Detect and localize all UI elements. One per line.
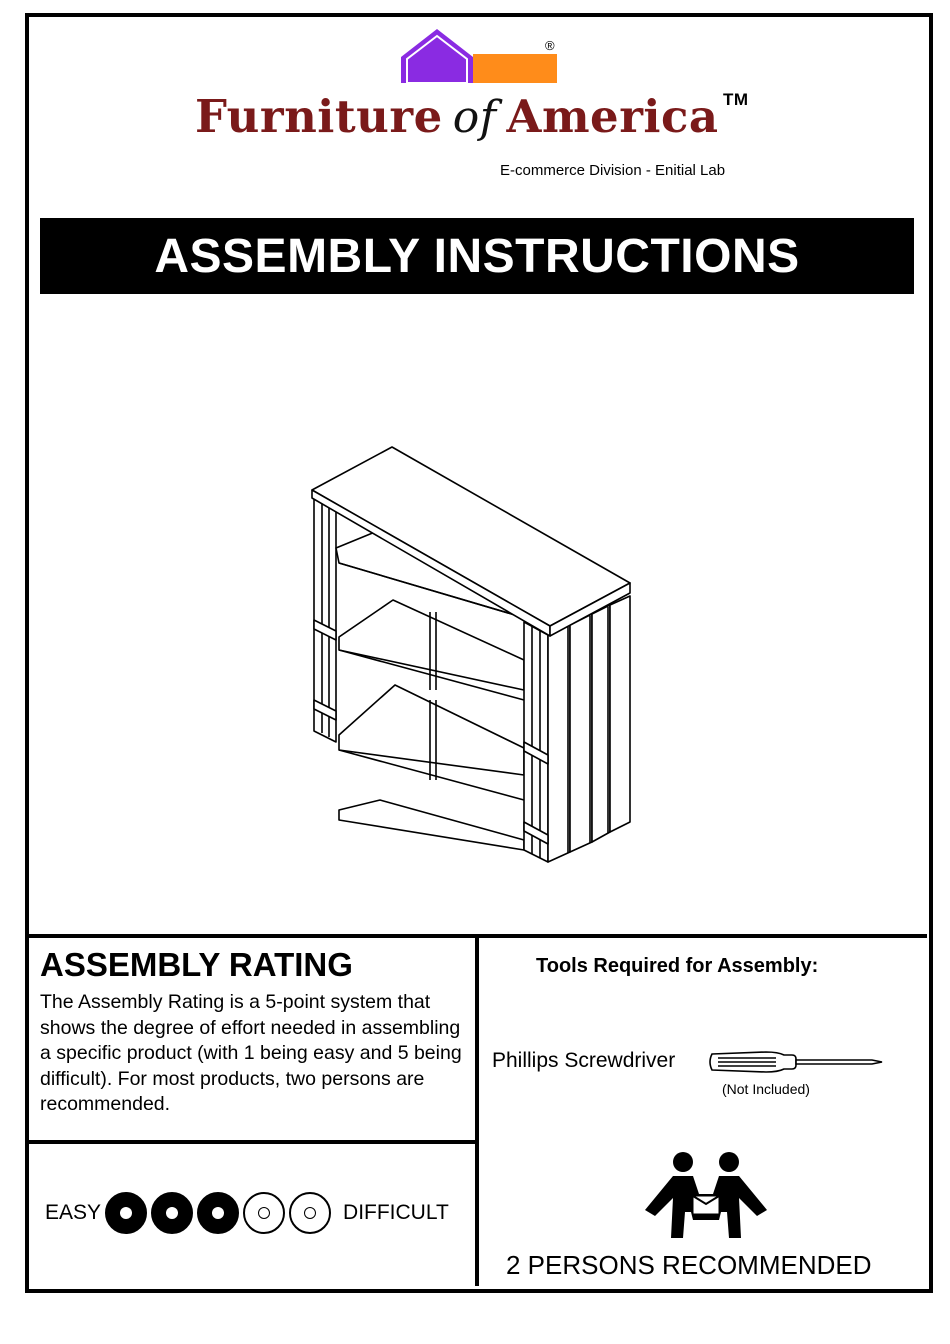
persons-recommended-label: 2 PERSONS RECOMMENDED — [506, 1250, 872, 1280]
brand-part1: Furniture — [195, 90, 443, 143]
screwdriver-icon — [706, 1046, 886, 1078]
brand-name — [195, 90, 749, 143]
trademark-mark: TM — [723, 90, 749, 109]
column-divider — [475, 934, 479, 1286]
rating-divider — [27, 1140, 477, 1144]
house-logo-icon — [397, 27, 562, 87]
tool-note: (Not Included) — [722, 1081, 810, 1097]
registered-mark: ® — [545, 38, 555, 53]
rating-circle-dot — [166, 1207, 178, 1219]
two-persons-lifting-icon — [643, 1150, 769, 1240]
difficulty-scale — [45, 1190, 449, 1236]
difficult-label: DIFFICULT — [343, 1201, 449, 1224]
rating-circles — [105, 1192, 335, 1234]
brand-of: of — [452, 92, 497, 143]
tools-heading: Tools Required for Assembly: — [536, 955, 819, 977]
rating-circle-5-empty — [289, 1192, 331, 1234]
brand-part2: America — [506, 90, 719, 143]
assembly-rating-heading: ASSEMBLY RATING — [40, 946, 353, 983]
rating-circle-4-empty — [243, 1192, 285, 1234]
page-title: ASSEMBLY INSTRUCTIONS — [40, 218, 914, 294]
rating-circle-1-filled — [105, 1192, 147, 1234]
rating-circle-dot — [304, 1207, 316, 1219]
easy-label: EASY — [45, 1201, 102, 1224]
rating-circle-dot — [212, 1207, 224, 1219]
bookcase-icon — [300, 440, 640, 870]
rating-circle-2-filled — [151, 1192, 193, 1234]
rating-circle-3-filled — [197, 1192, 239, 1234]
tool-name: Phillips Screwdriver — [492, 1049, 676, 1072]
rating-circle-dot — [258, 1207, 270, 1219]
assembly-rating-description: The Assembly Rating is a 5-point system that shows the degree of effort needed in assembling a specific product (with 1 being easy and 5 being difficult). For most products, two persons are recommended. — [40, 991, 462, 1115]
division-text: E-commerce Division - Enitial Lab — [500, 162, 726, 179]
rating-circle-dot — [120, 1207, 132, 1219]
